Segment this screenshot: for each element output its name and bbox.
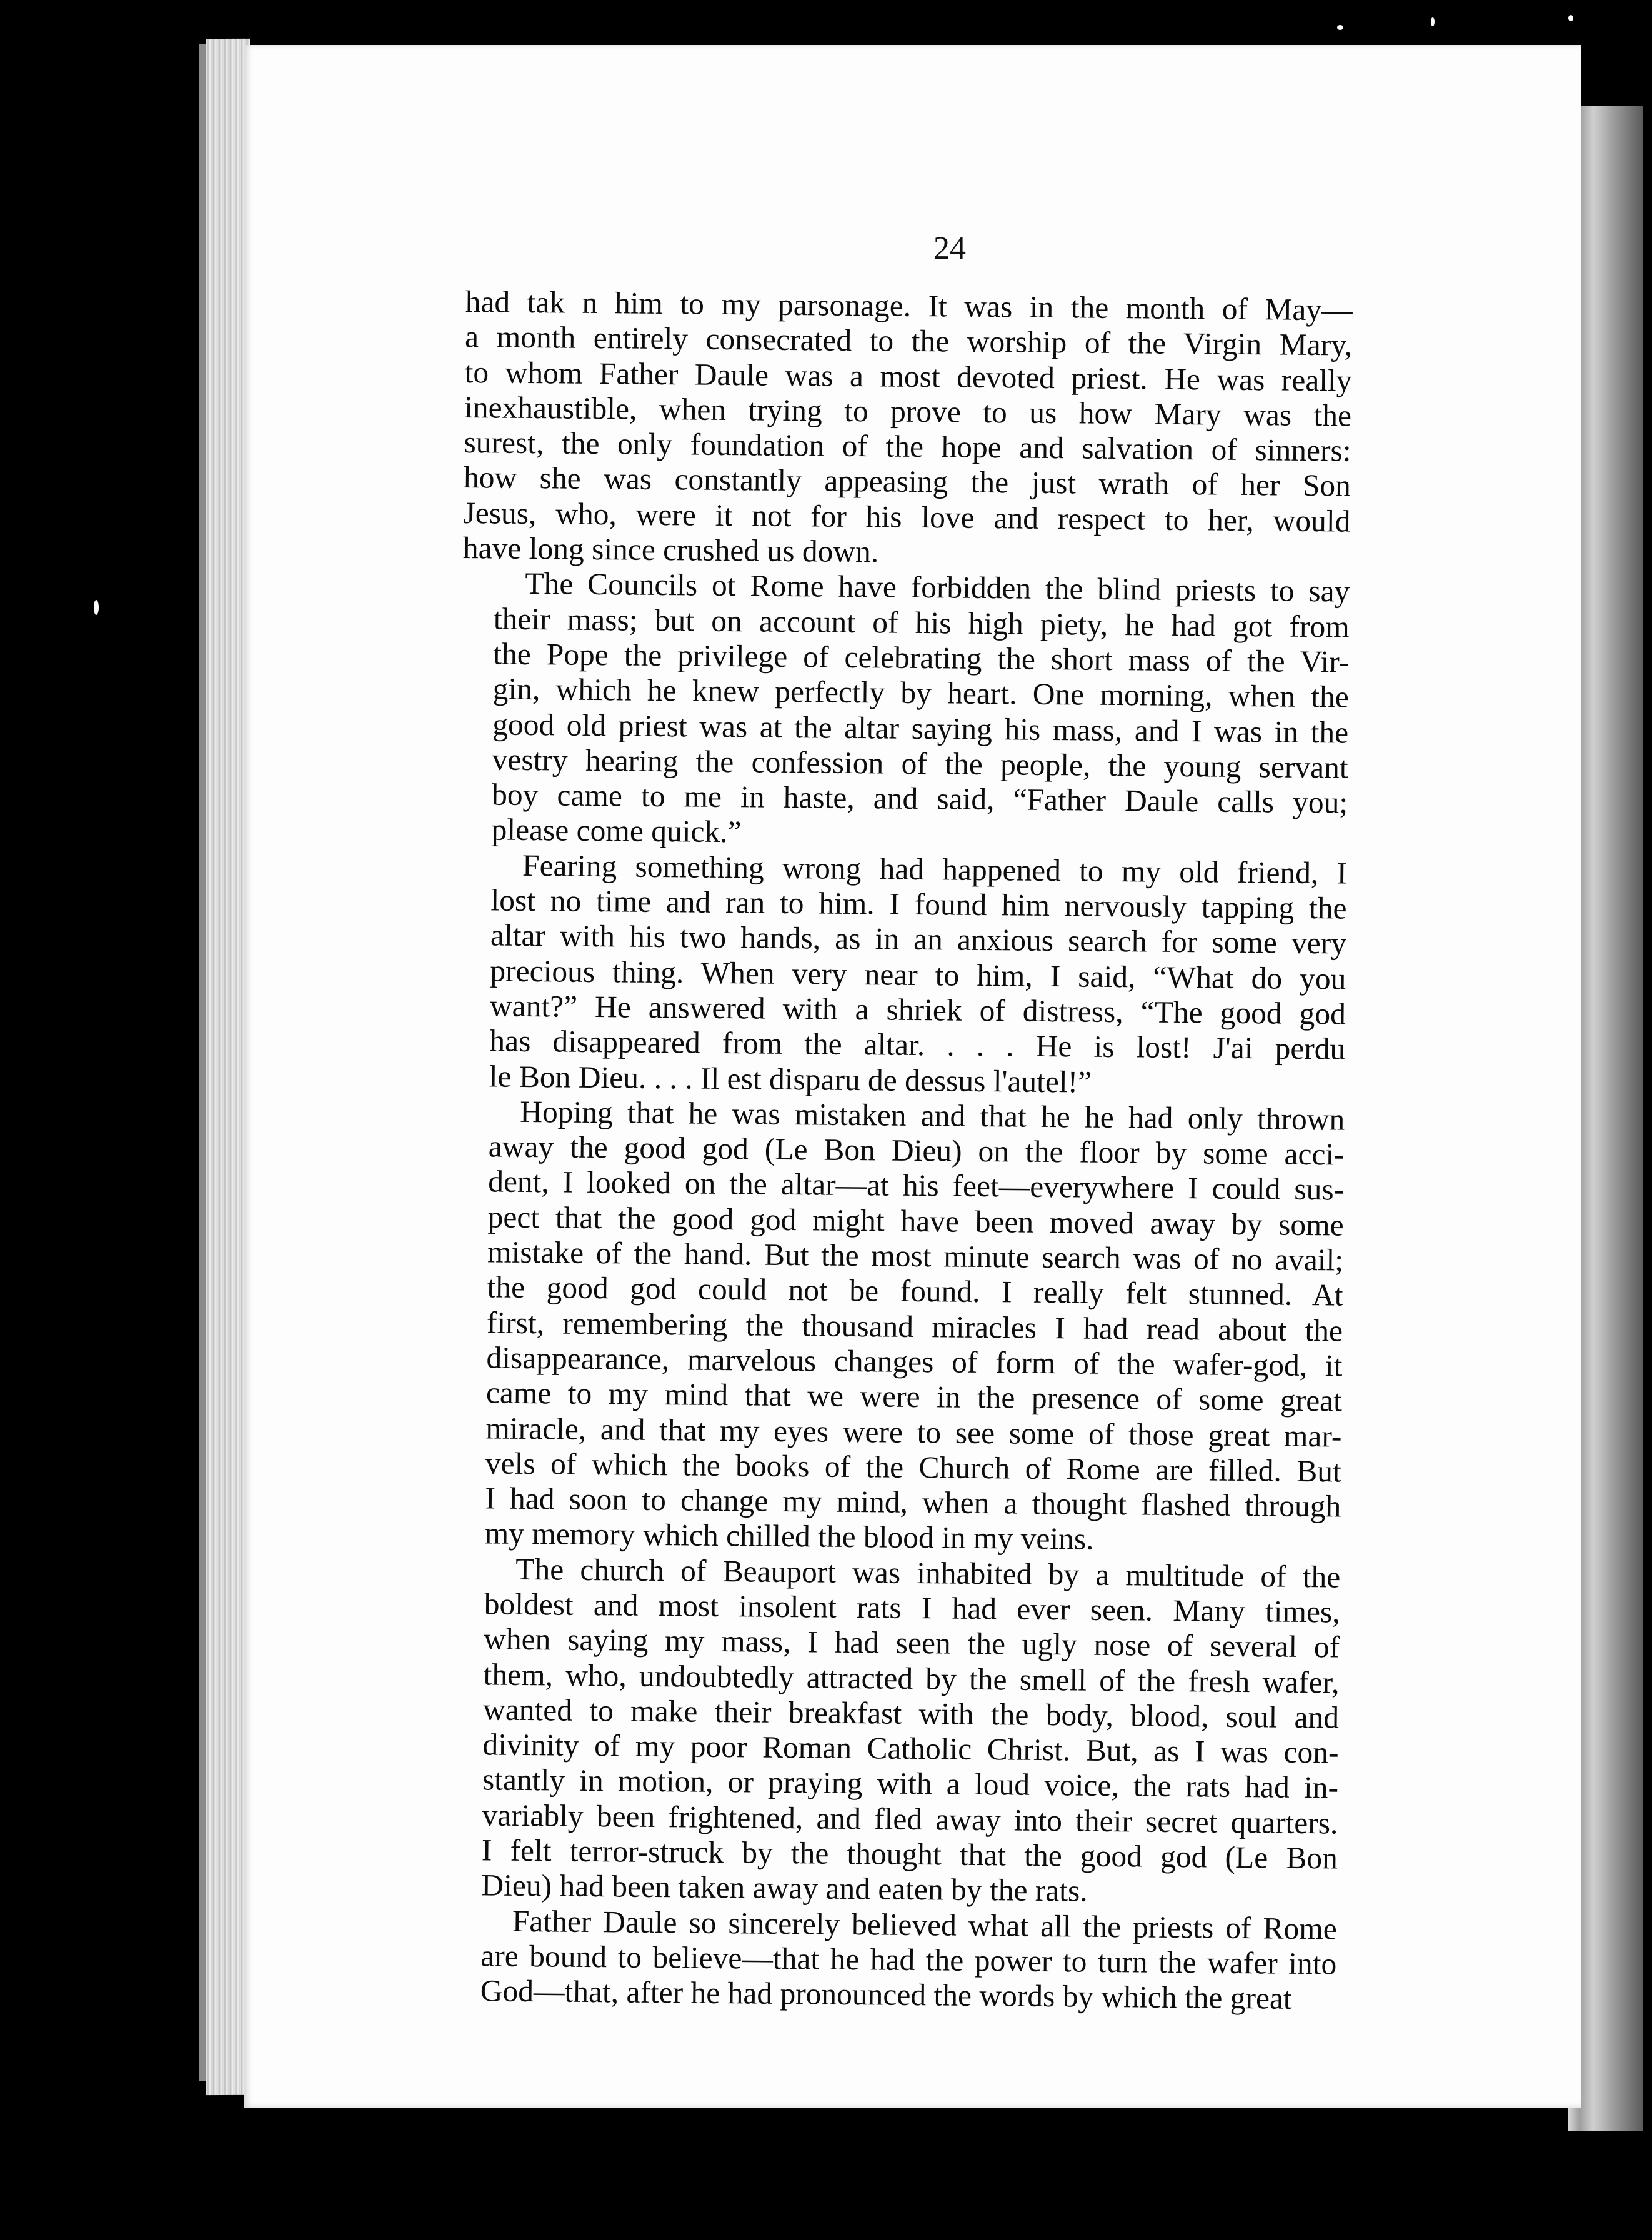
text-line: are bound to believe—that he had the power to turn the wafer into: [480, 1938, 1337, 1981]
text-line: The church of Beauport was inhabited by a multitude of the: [515, 1551, 1341, 1594]
text-line: disappearance, marvelous changes of form of the wafer-god, it: [486, 1340, 1343, 1383]
text-line: to whom Father Daule was a most devoted priest. He was really: [464, 354, 1352, 398]
text-line: I felt terror-struck by the thought that the good god (Le Bon: [481, 1832, 1338, 1876]
text-line: The Councils ot Rome have forbidden the blind priests to say: [525, 566, 1350, 609]
paragraph: [458, 848, 1348, 1102]
text-line: altar with his two hands, as in an anxious search for some very: [490, 918, 1347, 961]
text-line: precious thing. When very near to him, I said, “What do you: [490, 953, 1346, 996]
paragraph: [463, 284, 1353, 574]
text-line: vels of which the books of the Church of Rome are filled. But: [485, 1446, 1342, 1489]
text-line: a month entirely consecrated to the worship of the Virgin Mary,: [464, 319, 1353, 362]
text-line: away the good god (Le Bon Dieu) on the floor by some acci-: [488, 1129, 1345, 1172]
text-line: my memory which chilled the blood in my veins.: [484, 1516, 1094, 1557]
scan-speck: [1431, 18, 1435, 26]
text-line: had tak n him to my parsonage. It was in the month of May—: [465, 284, 1353, 328]
text-line: came to my mind that we were in the presence of some great: [485, 1375, 1343, 1418]
text-line: their mass; but on account of his high piety, he had got from: [493, 601, 1350, 644]
text-line: have long since crushed us down.: [462, 531, 879, 569]
text-line: dent, I looked on the altar—at his feet—everywhere I could sus-: [487, 1164, 1345, 1207]
text-line: Hoping that he was mistaken and that he he had only thrown: [520, 1094, 1345, 1137]
text-line: inexhaustible, when trying to prove to us how Mary was the: [464, 389, 1352, 433]
text-line: mistake of the hand. But the most minute search was of no avail;: [487, 1234, 1344, 1278]
text-line: first, remembering the thousand miracles I had read about the: [486, 1305, 1343, 1348]
body-text: [449, 284, 1353, 2017]
text-line: wanted to make their breakfast with the body, blood, soul and: [482, 1692, 1340, 1735]
text-line: variably been frightened, and fled away into their secret quarters.: [482, 1798, 1338, 1841]
text-line: lost no time and ran to him. I found him nervously tapping the: [490, 882, 1347, 926]
paragraph: [454, 1094, 1345, 1559]
paragraph: [449, 1903, 1338, 2018]
paragraph: [460, 566, 1350, 856]
text-line: when saying my mass, I had seen the ugly nose of several of: [483, 1621, 1340, 1664]
text-line: divinity of my poor Roman Catholic Christ. But, as I was con-: [482, 1727, 1339, 1770]
paragraph: [450, 1551, 1340, 1912]
text-line: God—that, after he had pronounced the words by which the great: [480, 1973, 1292, 2016]
text-line: gin, which he knew perfectly by heart. One morning, when the: [492, 671, 1349, 714]
text-line: please come quick.”: [491, 812, 742, 849]
scan-speck: [1337, 25, 1343, 30]
text-line: Father Daule so sincerely believed what all the priests of Rome: [512, 1903, 1338, 1946]
text-line: the good god could not be found. I really felt stunned. At: [487, 1269, 1343, 1312]
text-line: surest, the only foundation of the hope and salvation of sinners:: [464, 425, 1351, 468]
scan-speck: [1568, 15, 1573, 21]
text-line: vestry hearing the confession of the people, the young servant: [492, 742, 1348, 785]
text-line: has disappeared from the altar. . . . He is lost! J'ai perdu: [489, 1023, 1346, 1066]
text-line: stantly in motion, or praying with a loud voice, the rats had in-: [482, 1762, 1339, 1805]
text-line: the Pope the privilege of celebrating the short mass of the Vir-: [493, 636, 1350, 679]
text-line: want?” He answered with a shriek of distress, “The good god: [489, 988, 1346, 1031]
text-line: pect that the good god might have been moved away by some: [487, 1199, 1344, 1242]
text-line: boldest and most insolent rats I had ever seen. Many times,: [484, 1586, 1340, 1629]
text-line: I had soon to change my mind, when a thought flashed through: [485, 1481, 1341, 1524]
text-line: miracle, and that my eyes were to see some of those great mar-: [485, 1410, 1342, 1454]
scan-speck: [94, 600, 99, 615]
page-number: 24: [933, 231, 966, 266]
text-line: Dieu) had been taken away and eaten by the rats.: [481, 1868, 1088, 1909]
text-line: them, who, undoubtedly attracted by the smell of the fresh wafer,: [483, 1656, 1340, 1700]
text-line: Jesus, who, were it not for his love and respect to her, would: [463, 495, 1351, 539]
text-line: good old priest was at the altar saying his mass, and I was in the: [492, 707, 1349, 750]
text-line: how she was constantly appeasing the just wrath of her Son: [463, 460, 1351, 504]
text-line: Fearing something wrong had happened to my old friend, I: [522, 848, 1348, 891]
text-line: boy came to me in haste, and said, “Father Daule calls you;: [491, 777, 1348, 820]
text-line: le Bon Dieu. . . . Il est disparu de dessus l'autel!”: [489, 1058, 1092, 1099]
